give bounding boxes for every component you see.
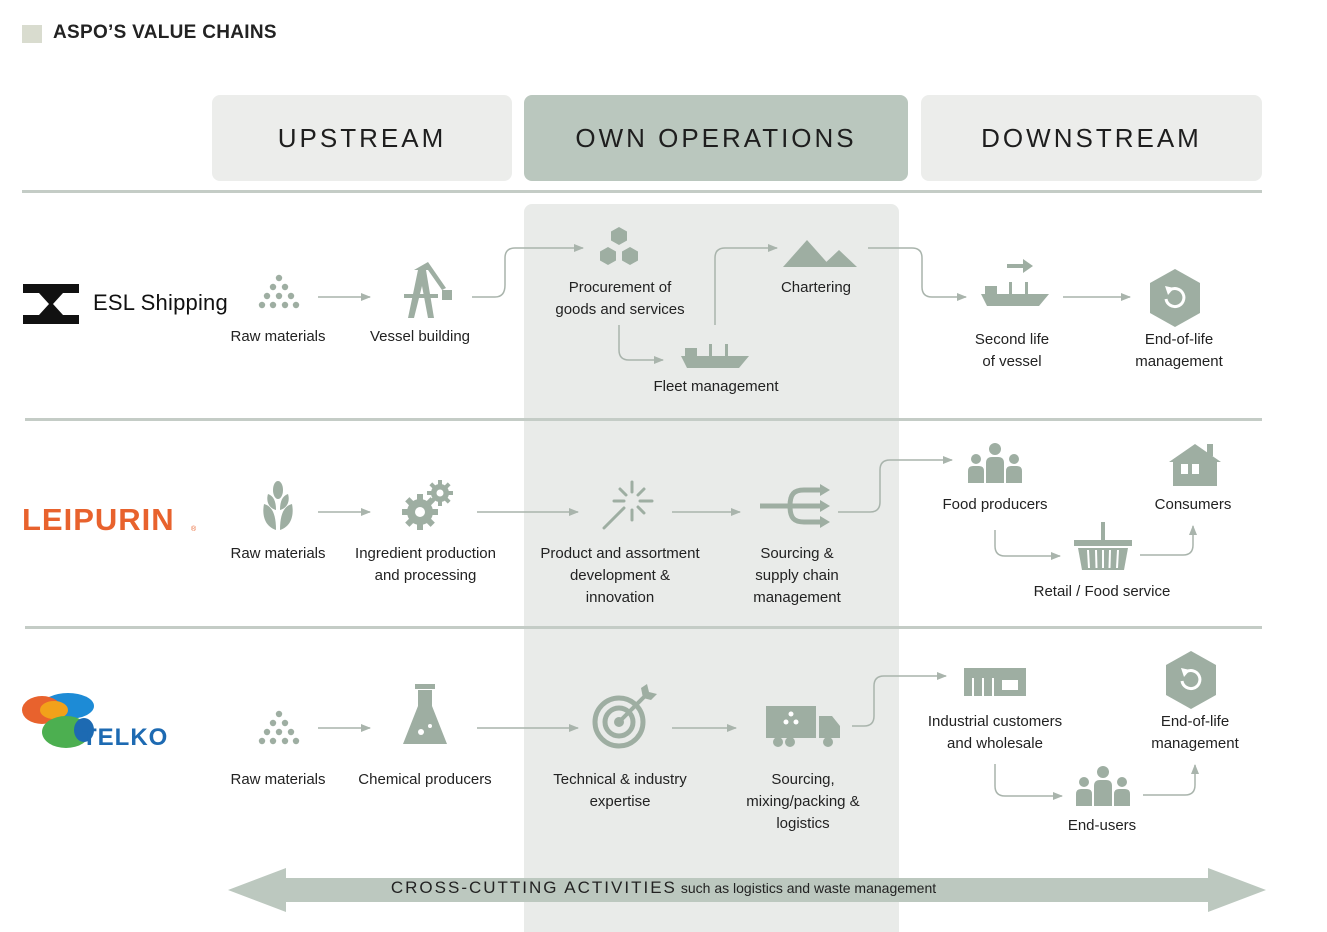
esl-fleet-management-label: Fleet management: [653, 378, 779, 395]
esl-vessel-building-label: Vessel building: [369, 328, 471, 345]
leipurin-raw-materials-label: Raw materials: [230, 545, 326, 562]
telko-name: TELKO: [82, 724, 169, 751]
telko-sourcing-line-2: mixing/packing &: [746, 793, 860, 810]
hexagons-icon: [597, 226, 641, 268]
flask-icon: [403, 684, 447, 746]
gears-icon: [402, 478, 454, 532]
basket-icon: [1074, 522, 1132, 572]
telko-eol-line-2: management: [1151, 735, 1239, 752]
cross-cutting-title: CROSS-CUTTING ACTIVITIES: [390, 878, 677, 897]
phase-own-operations: OWN OPERATIONS: [524, 95, 908, 181]
telko-eol-label: [1131, 711, 1259, 755]
truck-icon: [766, 704, 842, 748]
split-arrows-icon: [760, 482, 830, 530]
telko-technical-line-2: expertise: [589, 793, 651, 810]
cross-cutting-subtitle: such as logistics and waste management: [680, 880, 937, 896]
leipurin-consumers-label: Consumers: [1154, 496, 1232, 513]
esl-raw-materials-label: Raw materials: [230, 328, 326, 345]
telko-sourcing-line-1: Sourcing,: [771, 771, 835, 788]
telko-end-users-label: End-users: [1067, 817, 1137, 834]
telko-technical-line-1: Technical & industry: [553, 771, 687, 788]
esl-procurement-line-1: Procurement of: [568, 279, 672, 296]
esl-eol-line-1: End-of-life: [1144, 331, 1214, 348]
ship-arrow-icon: [979, 256, 1051, 308]
target-icon: [591, 684, 661, 750]
house-icon: [1169, 442, 1221, 486]
esl-chartering-label: Chartering: [780, 279, 852, 296]
people-group-icon: [1074, 766, 1132, 806]
leipurin-sourcing-line-1: Sourcing &: [760, 545, 834, 562]
recycle-hexagon-icon: [1148, 268, 1202, 328]
phase-upstream: UPSTREAM: [212, 95, 512, 181]
leipurin-product-line-1: Product and assortment: [540, 545, 700, 562]
esl-second-life-line-1: Second life: [974, 331, 1050, 348]
recycle-hexagon-icon: [1164, 650, 1218, 710]
esl-second-life-line-2: of vessel: [982, 353, 1042, 370]
warehouse-icon: [964, 668, 1026, 696]
leipurin-retail-label: Retail / Food service: [1033, 583, 1171, 600]
leipurin-food-producers-label: Food producers: [942, 496, 1048, 513]
telko-industrial-label: [910, 711, 1080, 755]
phase-downstream: DOWNSTREAM: [921, 95, 1262, 181]
esl-second-life-label: [952, 329, 1072, 373]
leipurin-ingredient-label: [338, 543, 513, 587]
leipurin-product-line-3: innovation: [585, 589, 655, 606]
mountains-icon: [783, 238, 857, 268]
telko-raw-materials-label: Raw materials: [230, 771, 326, 788]
leipurin-name: LEIPURIN: [22, 502, 175, 537]
esl-logo-icon: [23, 284, 79, 324]
esl-shipping-name: ESL Shipping: [93, 290, 228, 315]
leipurin-registered-mark: ®: [191, 526, 197, 533]
telko-sourcing-line-3: logistics: [776, 815, 830, 832]
leipurin-sourcing-label: [737, 543, 857, 609]
leipurin-sourcing-line-2: supply chain: [755, 567, 839, 584]
leipurin-ingredient-line-1: Ingredient production: [355, 545, 496, 562]
telko-industrial-line-1: Industrial customers: [927, 713, 1063, 730]
telko-industrial-line-2: and wholesale: [947, 735, 1043, 752]
leipurin-sourcing-line-3: management: [753, 589, 841, 606]
page-title: ASPO’S VALUE CHAINS: [53, 22, 277, 43]
cross-cutting-label: [0, 878, 1327, 898]
crane-icon: [400, 260, 456, 320]
esl-eol-label: [1115, 329, 1243, 373]
leipurin-product-label: [525, 543, 715, 609]
telko-eol-line-1: End-of-life: [1160, 713, 1230, 730]
telko-chemical-label: Chemical producers: [358, 771, 492, 788]
ship-icon: [681, 340, 751, 370]
sparkle-wand-icon: [600, 478, 656, 532]
raw-materials-icon: [258, 272, 300, 312]
raw-materials-icon: [258, 708, 300, 748]
wheat-icon: [262, 480, 294, 532]
esl-procurement-label: [540, 277, 700, 321]
leipurin-product-line-2: development &: [569, 567, 671, 584]
telko-technical-label: [530, 769, 710, 813]
esl-procurement-line-2: goods and services: [555, 301, 685, 318]
telko-sourcing-label: [728, 769, 878, 835]
esl-eol-line-2: management: [1135, 353, 1223, 370]
people-group-icon: [966, 443, 1024, 483]
leipurin-ingredient-line-2: and processing: [374, 567, 477, 584]
